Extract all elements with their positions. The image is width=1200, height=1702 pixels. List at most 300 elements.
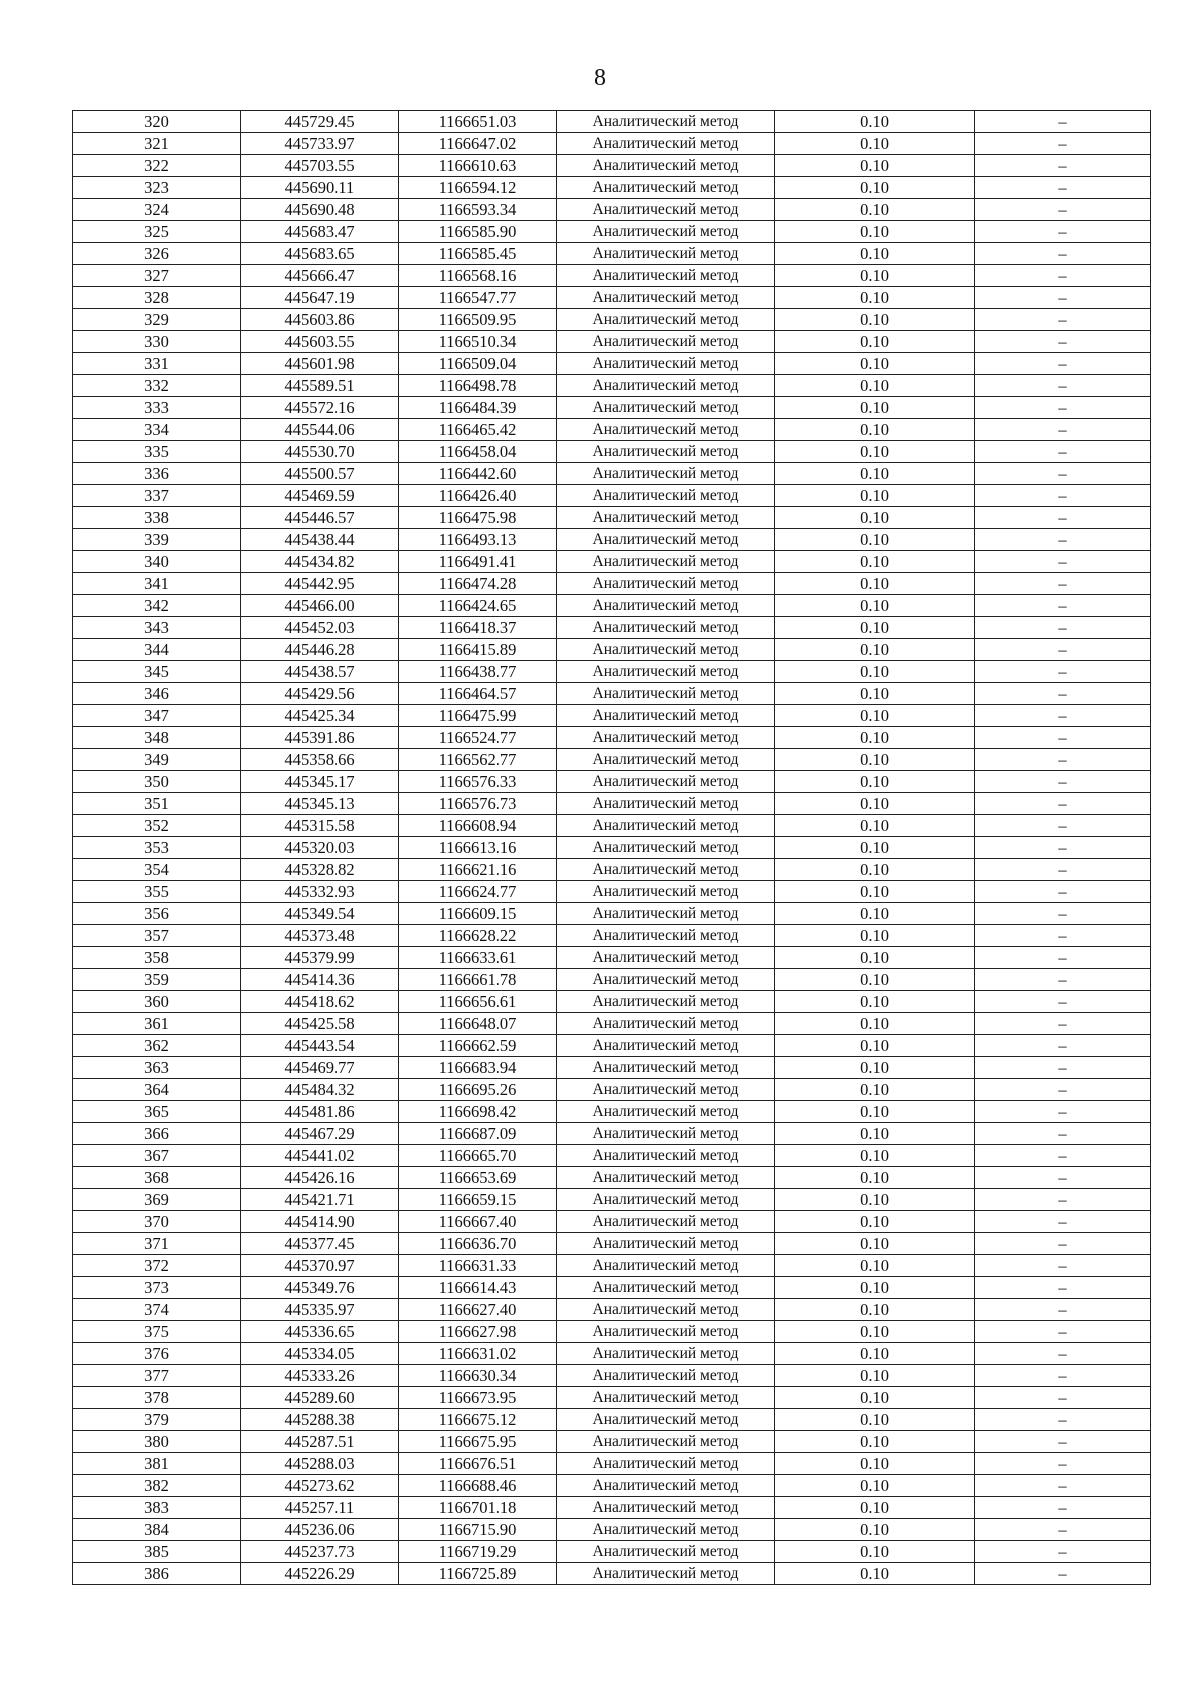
description-cell: – (975, 749, 1151, 771)
y-coordinate-cell: 1166659.15 (399, 1189, 557, 1211)
table-row (73, 1189, 1151, 1211)
accuracy-cell: 0.10 (775, 1519, 975, 1541)
method-cell: Аналитический метод (557, 287, 775, 309)
y-coordinate-cell: 1166568.16 (399, 265, 557, 287)
accuracy-cell: 0.10 (775, 1101, 975, 1123)
method-cell: Аналитический метод (557, 661, 775, 683)
accuracy-cell: 0.10 (775, 1497, 975, 1519)
accuracy-cell: 0.10 (775, 1409, 975, 1431)
description-cell: – (975, 1409, 1151, 1431)
method-cell: Аналитический метод (557, 1233, 775, 1255)
method-cell: Аналитический метод (557, 441, 775, 463)
description-cell: – (975, 727, 1151, 749)
y-coordinate-cell: 1166475.98 (399, 507, 557, 529)
table-row (73, 397, 1151, 419)
y-coordinate-cell: 1166458.04 (399, 441, 557, 463)
x-coordinate-cell: 445349.76 (241, 1277, 399, 1299)
point-number-cell: 326 (73, 243, 241, 265)
description-cell: – (975, 1211, 1151, 1233)
method-cell: Аналитический метод (557, 331, 775, 353)
y-coordinate-cell: 1166438.77 (399, 661, 557, 683)
y-coordinate-cell: 1166675.12 (399, 1409, 557, 1431)
accuracy-cell: 0.10 (775, 1079, 975, 1101)
description-cell: – (975, 309, 1151, 331)
description-cell: – (975, 771, 1151, 793)
table-row (73, 375, 1151, 397)
y-coordinate-cell: 1166614.43 (399, 1277, 557, 1299)
accuracy-cell: 0.10 (775, 485, 975, 507)
description-cell: – (975, 199, 1151, 221)
point-number-cell: 332 (73, 375, 241, 397)
method-cell: Аналитический метод (557, 375, 775, 397)
method-cell: Аналитический метод (557, 617, 775, 639)
method-cell: Аналитический метод (557, 683, 775, 705)
method-cell: Аналитический метод (557, 1519, 775, 1541)
point-number-cell: 346 (73, 683, 241, 705)
point-number-cell: 338 (73, 507, 241, 529)
y-coordinate-cell: 1166426.40 (399, 485, 557, 507)
table-row (73, 221, 1151, 243)
point-number-cell: 377 (73, 1365, 241, 1387)
point-number-cell: 355 (73, 881, 241, 903)
y-coordinate-cell: 1166698.42 (399, 1101, 557, 1123)
description-cell: – (975, 463, 1151, 485)
description-cell: – (975, 353, 1151, 375)
method-cell: Аналитический метод (557, 1409, 775, 1431)
y-coordinate-cell: 1166687.09 (399, 1123, 557, 1145)
method-cell: Аналитический метод (557, 1277, 775, 1299)
description-cell: – (975, 1497, 1151, 1519)
point-number-cell: 374 (73, 1299, 241, 1321)
y-coordinate-cell: 1166609.15 (399, 903, 557, 925)
accuracy-cell: 0.10 (775, 771, 975, 793)
accuracy-cell: 0.10 (775, 947, 975, 969)
y-coordinate-cell: 1166627.40 (399, 1299, 557, 1321)
description-cell: – (975, 551, 1151, 573)
table-row (73, 133, 1151, 155)
table-row (73, 1079, 1151, 1101)
x-coordinate-cell: 445469.77 (241, 1057, 399, 1079)
description-cell: – (975, 661, 1151, 683)
y-coordinate-cell: 1166648.07 (399, 1013, 557, 1035)
table-row (73, 947, 1151, 969)
x-coordinate-cell: 445438.44 (241, 529, 399, 551)
table-row (73, 617, 1151, 639)
accuracy-cell: 0.10 (775, 1211, 975, 1233)
table-row (73, 309, 1151, 331)
method-cell: Аналитический метод (557, 903, 775, 925)
x-coordinate-cell: 445703.55 (241, 155, 399, 177)
point-number-cell: 347 (73, 705, 241, 727)
method-cell: Аналитический метод (557, 485, 775, 507)
description-cell: – (975, 1365, 1151, 1387)
point-number-cell: 382 (73, 1475, 241, 1497)
x-coordinate-cell: 445333.26 (241, 1365, 399, 1387)
accuracy-cell: 0.10 (775, 1035, 975, 1057)
table-row (73, 881, 1151, 903)
x-coordinate-cell: 445345.13 (241, 793, 399, 815)
description-cell: – (975, 1321, 1151, 1343)
accuracy-cell: 0.10 (775, 1057, 975, 1079)
y-coordinate-cell: 1166676.51 (399, 1453, 557, 1475)
accuracy-cell: 0.10 (775, 243, 975, 265)
point-number-cell: 375 (73, 1321, 241, 1343)
description-cell: – (975, 793, 1151, 815)
method-cell: Аналитический метод (557, 199, 775, 221)
x-coordinate-cell: 445601.98 (241, 353, 399, 375)
y-coordinate-cell: 1166585.90 (399, 221, 557, 243)
method-cell: Аналитический метод (557, 815, 775, 837)
accuracy-cell: 0.10 (775, 1343, 975, 1365)
accuracy-cell: 0.10 (775, 1541, 975, 1563)
y-coordinate-cell: 1166624.77 (399, 881, 557, 903)
description-cell: – (975, 1101, 1151, 1123)
point-number-cell: 336 (73, 463, 241, 485)
y-coordinate-cell: 1166653.69 (399, 1167, 557, 1189)
point-number-cell: 322 (73, 155, 241, 177)
point-number-cell: 320 (73, 111, 241, 133)
x-coordinate-cell: 445334.05 (241, 1343, 399, 1365)
description-cell: – (975, 419, 1151, 441)
description-cell: – (975, 111, 1151, 133)
y-coordinate-cell: 1166524.77 (399, 727, 557, 749)
description-cell: – (975, 925, 1151, 947)
point-number-cell: 360 (73, 991, 241, 1013)
point-number-cell: 385 (73, 1541, 241, 1563)
table-row (73, 1057, 1151, 1079)
point-number-cell: 383 (73, 1497, 241, 1519)
y-coordinate-cell: 1166701.18 (399, 1497, 557, 1519)
x-coordinate-cell: 445484.32 (241, 1079, 399, 1101)
table-row (73, 573, 1151, 595)
x-coordinate-cell: 445603.55 (241, 331, 399, 353)
table-row (73, 1519, 1151, 1541)
description-cell: – (975, 397, 1151, 419)
table-row (73, 771, 1151, 793)
description-cell: – (975, 1013, 1151, 1035)
method-cell: Аналитический метод (557, 1123, 775, 1145)
description-cell: – (975, 1431, 1151, 1453)
table-row (73, 243, 1151, 265)
x-coordinate-cell: 445729.45 (241, 111, 399, 133)
accuracy-cell: 0.10 (775, 595, 975, 617)
description-cell: – (975, 595, 1151, 617)
method-cell: Аналитический метод (557, 309, 775, 331)
point-number-cell: 367 (73, 1145, 241, 1167)
description-cell: – (975, 903, 1151, 925)
description-cell: – (975, 1123, 1151, 1145)
point-number-cell: 329 (73, 309, 241, 331)
accuracy-cell: 0.10 (775, 639, 975, 661)
accuracy-cell: 0.10 (775, 661, 975, 683)
accuracy-cell: 0.10 (775, 133, 975, 155)
y-coordinate-cell: 1166610.63 (399, 155, 557, 177)
x-coordinate-cell: 445226.29 (241, 1563, 399, 1585)
x-coordinate-cell: 445500.57 (241, 463, 399, 485)
accuracy-cell: 0.10 (775, 573, 975, 595)
point-number-cell: 328 (73, 287, 241, 309)
accuracy-cell: 0.10 (775, 397, 975, 419)
accuracy-cell: 0.10 (775, 705, 975, 727)
x-coordinate-cell: 445446.28 (241, 639, 399, 661)
method-cell: Аналитический метод (557, 221, 775, 243)
accuracy-cell: 0.10 (775, 287, 975, 309)
description-cell: – (975, 1189, 1151, 1211)
x-coordinate-cell: 445236.06 (241, 1519, 399, 1541)
accuracy-cell: 0.10 (775, 529, 975, 551)
y-coordinate-cell: 1166630.34 (399, 1365, 557, 1387)
method-cell: Аналитический метод (557, 111, 775, 133)
y-coordinate-cell: 1166719.29 (399, 1541, 557, 1563)
accuracy-cell: 0.10 (775, 551, 975, 573)
method-cell: Аналитический метод (557, 1321, 775, 1343)
x-coordinate-cell: 445320.03 (241, 837, 399, 859)
x-coordinate-cell: 445666.47 (241, 265, 399, 287)
method-cell: Аналитический метод (557, 1211, 775, 1233)
method-cell: Аналитический метод (557, 1057, 775, 1079)
point-number-cell: 363 (73, 1057, 241, 1079)
accuracy-cell: 0.10 (775, 419, 975, 441)
y-coordinate-cell: 1166424.65 (399, 595, 557, 617)
y-coordinate-cell: 1166662.59 (399, 1035, 557, 1057)
coordinates-table (72, 110, 1151, 1585)
description-cell: – (975, 1519, 1151, 1541)
accuracy-cell: 0.10 (775, 1563, 975, 1585)
point-number-cell: 345 (73, 661, 241, 683)
description-cell: – (975, 331, 1151, 353)
description-cell: – (975, 507, 1151, 529)
description-cell: – (975, 991, 1151, 1013)
table-row (73, 1145, 1151, 1167)
y-coordinate-cell: 1166442.60 (399, 463, 557, 485)
accuracy-cell: 0.10 (775, 881, 975, 903)
y-coordinate-cell: 1166665.70 (399, 1145, 557, 1167)
method-cell: Аналитический метод (557, 749, 775, 771)
table-row (73, 903, 1151, 925)
method-cell: Аналитический метод (557, 133, 775, 155)
point-number-cell: 357 (73, 925, 241, 947)
accuracy-cell: 0.10 (775, 265, 975, 287)
point-number-cell: 334 (73, 419, 241, 441)
point-number-cell: 327 (73, 265, 241, 287)
x-coordinate-cell: 445379.99 (241, 947, 399, 969)
method-cell: Аналитический метод (557, 1255, 775, 1277)
x-coordinate-cell: 445315.58 (241, 815, 399, 837)
table-row (73, 727, 1151, 749)
table-row (73, 749, 1151, 771)
x-coordinate-cell: 445603.86 (241, 309, 399, 331)
accuracy-cell: 0.10 (775, 683, 975, 705)
x-coordinate-cell: 445414.90 (241, 1211, 399, 1233)
description-cell: – (975, 573, 1151, 595)
point-number-cell: 344 (73, 639, 241, 661)
method-cell: Аналитический метод (557, 1299, 775, 1321)
table-row (73, 969, 1151, 991)
x-coordinate-cell: 445373.48 (241, 925, 399, 947)
y-coordinate-cell: 1166509.04 (399, 353, 557, 375)
method-cell: Аналитический метод (557, 529, 775, 551)
table-row (73, 1431, 1151, 1453)
point-number-cell: 364 (73, 1079, 241, 1101)
y-coordinate-cell: 1166627.98 (399, 1321, 557, 1343)
method-cell: Аналитический метод (557, 243, 775, 265)
accuracy-cell: 0.10 (775, 969, 975, 991)
point-number-cell: 331 (73, 353, 241, 375)
y-coordinate-cell: 1166465.42 (399, 419, 557, 441)
table-row (73, 1167, 1151, 1189)
description-cell: – (975, 705, 1151, 727)
description-cell: – (975, 133, 1151, 155)
method-cell: Аналитический метод (557, 1453, 775, 1475)
description-cell: – (975, 639, 1151, 661)
method-cell: Аналитический метод (557, 397, 775, 419)
accuracy-cell: 0.10 (775, 1167, 975, 1189)
description-cell: – (975, 859, 1151, 881)
accuracy-cell: 0.10 (775, 815, 975, 837)
y-coordinate-cell: 1166656.61 (399, 991, 557, 1013)
accuracy-cell: 0.10 (775, 793, 975, 815)
method-cell: Аналитический метод (557, 1431, 775, 1453)
x-coordinate-cell: 445287.51 (241, 1431, 399, 1453)
y-coordinate-cell: 1166725.89 (399, 1563, 557, 1585)
accuracy-cell: 0.10 (775, 925, 975, 947)
description-cell: – (975, 1563, 1151, 1585)
x-coordinate-cell: 445358.66 (241, 749, 399, 771)
table-row (73, 287, 1151, 309)
point-number-cell: 386 (73, 1563, 241, 1585)
x-coordinate-cell: 445446.57 (241, 507, 399, 529)
point-number-cell: 325 (73, 221, 241, 243)
x-coordinate-cell: 445377.45 (241, 1233, 399, 1255)
accuracy-cell: 0.10 (775, 199, 975, 221)
x-coordinate-cell: 445438.57 (241, 661, 399, 683)
x-coordinate-cell: 445434.82 (241, 551, 399, 573)
point-number-cell: 341 (73, 573, 241, 595)
x-coordinate-cell: 445466.00 (241, 595, 399, 617)
method-cell: Аналитический метод (557, 595, 775, 617)
table-row (73, 991, 1151, 1013)
description-cell: – (975, 287, 1151, 309)
method-cell: Аналитический метод (557, 881, 775, 903)
table-row (73, 815, 1151, 837)
accuracy-cell: 0.10 (775, 1365, 975, 1387)
method-cell: Аналитический метод (557, 1013, 775, 1035)
y-coordinate-cell: 1166576.33 (399, 771, 557, 793)
point-number-cell: 333 (73, 397, 241, 419)
x-coordinate-cell: 445425.58 (241, 1013, 399, 1035)
accuracy-cell: 0.10 (775, 155, 975, 177)
y-coordinate-cell: 1166613.16 (399, 837, 557, 859)
accuracy-cell: 0.10 (775, 1453, 975, 1475)
x-coordinate-cell: 445418.62 (241, 991, 399, 1013)
x-coordinate-cell: 445733.97 (241, 133, 399, 155)
method-cell: Аналитический метод (557, 463, 775, 485)
table-row (73, 1343, 1151, 1365)
point-number-cell: 324 (73, 199, 241, 221)
point-number-cell: 376 (73, 1343, 241, 1365)
x-coordinate-cell: 445589.51 (241, 375, 399, 397)
y-coordinate-cell: 1166464.57 (399, 683, 557, 705)
description-cell: – (975, 1145, 1151, 1167)
description-cell: – (975, 243, 1151, 265)
description-cell: – (975, 969, 1151, 991)
point-number-cell: 359 (73, 969, 241, 991)
accuracy-cell: 0.10 (775, 221, 975, 243)
method-cell: Аналитический метод (557, 265, 775, 287)
method-cell: Аналитический метод (557, 551, 775, 573)
description-cell: – (975, 947, 1151, 969)
point-number-cell: 384 (73, 1519, 241, 1541)
description-cell: – (975, 683, 1151, 705)
description-cell: – (975, 441, 1151, 463)
method-cell: Аналитический метод (557, 1079, 775, 1101)
table-row (73, 551, 1151, 573)
point-number-cell: 353 (73, 837, 241, 859)
description-cell: – (975, 837, 1151, 859)
y-coordinate-cell: 1166415.89 (399, 639, 557, 661)
table-row (73, 441, 1151, 463)
description-cell: – (975, 265, 1151, 287)
point-number-cell: 350 (73, 771, 241, 793)
y-coordinate-cell: 1166688.46 (399, 1475, 557, 1497)
point-number-cell: 351 (73, 793, 241, 815)
x-coordinate-cell: 445237.73 (241, 1541, 399, 1563)
point-number-cell: 380 (73, 1431, 241, 1453)
x-coordinate-cell: 445425.34 (241, 705, 399, 727)
description-cell: – (975, 1299, 1151, 1321)
y-coordinate-cell: 1166491.41 (399, 551, 557, 573)
x-coordinate-cell: 445481.86 (241, 1101, 399, 1123)
accuracy-cell: 0.10 (775, 331, 975, 353)
table-row (73, 1013, 1151, 1035)
x-coordinate-cell: 445391.86 (241, 727, 399, 749)
description-cell: – (975, 177, 1151, 199)
y-coordinate-cell: 1166683.94 (399, 1057, 557, 1079)
x-coordinate-cell: 445349.54 (241, 903, 399, 925)
method-cell: Аналитический метод (557, 155, 775, 177)
y-coordinate-cell: 1166631.02 (399, 1343, 557, 1365)
description-cell: – (975, 485, 1151, 507)
description-cell: – (975, 1453, 1151, 1475)
point-number-cell: 349 (73, 749, 241, 771)
table-row (73, 529, 1151, 551)
x-coordinate-cell: 445288.38 (241, 1409, 399, 1431)
x-coordinate-cell: 445530.70 (241, 441, 399, 463)
method-cell: Аналитический метод (557, 507, 775, 529)
table-row (73, 1211, 1151, 1233)
y-coordinate-cell: 1166608.94 (399, 815, 557, 837)
point-number-cell: 365 (73, 1101, 241, 1123)
x-coordinate-cell: 445414.36 (241, 969, 399, 991)
x-coordinate-cell: 445328.82 (241, 859, 399, 881)
point-number-cell: 379 (73, 1409, 241, 1431)
accuracy-cell: 0.10 (775, 991, 975, 1013)
accuracy-cell: 0.10 (775, 903, 975, 925)
x-coordinate-cell: 445336.65 (241, 1321, 399, 1343)
table-row (73, 595, 1151, 617)
description-cell: – (975, 221, 1151, 243)
x-coordinate-cell: 445335.97 (241, 1299, 399, 1321)
point-number-cell: 366 (73, 1123, 241, 1145)
accuracy-cell: 0.10 (775, 111, 975, 133)
accuracy-cell: 0.10 (775, 463, 975, 485)
y-coordinate-cell: 1166695.26 (399, 1079, 557, 1101)
method-cell: Аналитический метод (557, 1497, 775, 1519)
point-number-cell: 371 (73, 1233, 241, 1255)
x-coordinate-cell: 445273.62 (241, 1475, 399, 1497)
table-row (73, 485, 1151, 507)
description-cell: – (975, 1475, 1151, 1497)
